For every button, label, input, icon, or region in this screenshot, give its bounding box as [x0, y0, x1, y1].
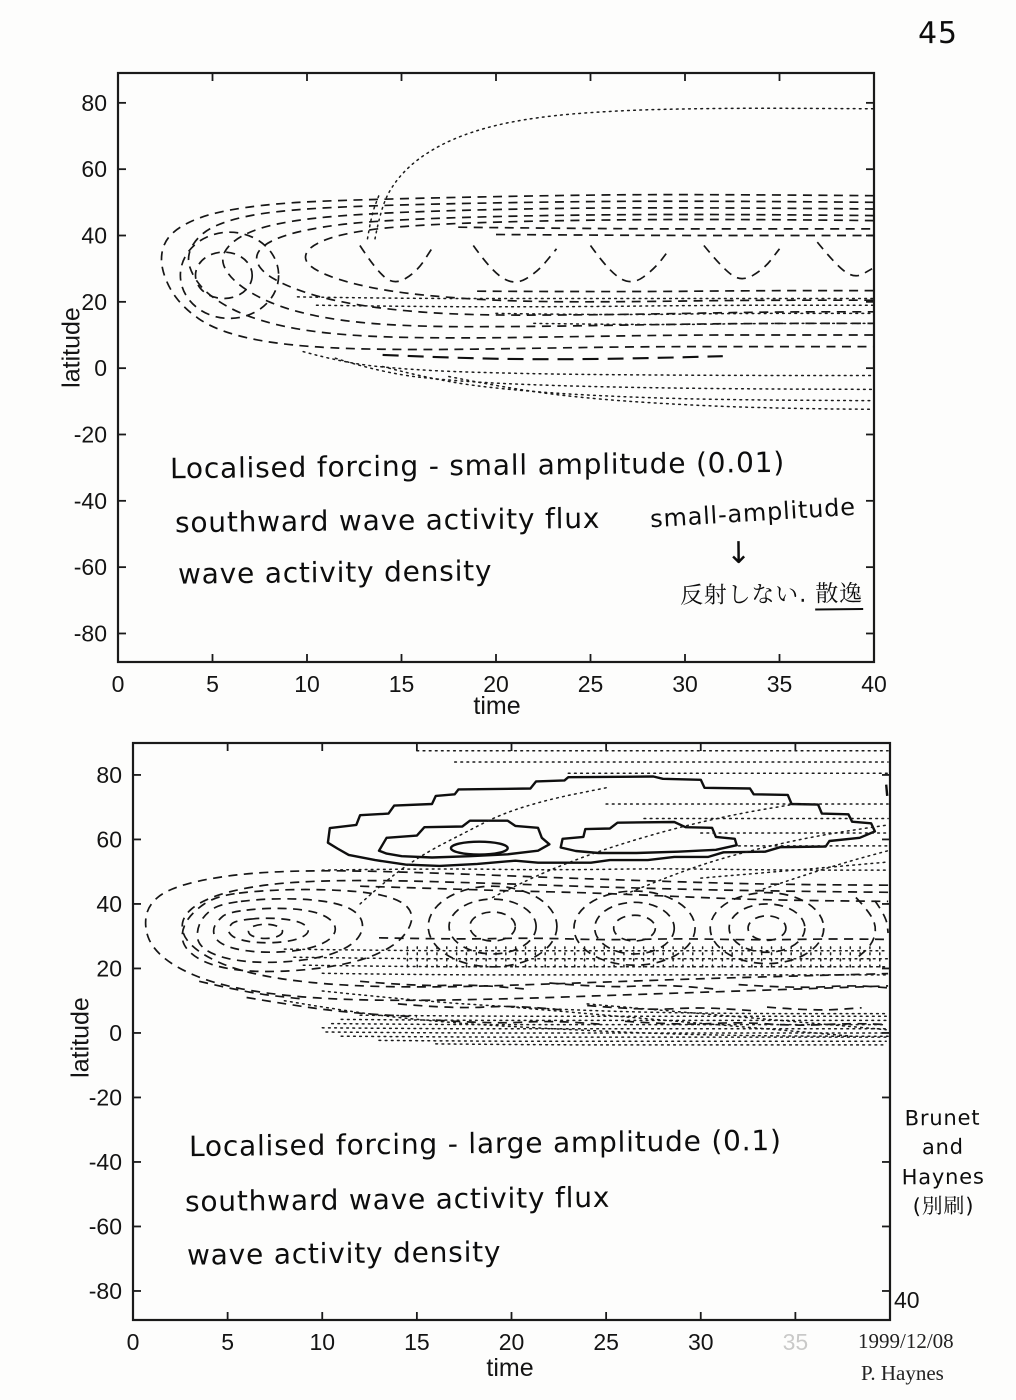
bottom-chart-xlabel: time	[486, 1354, 534, 1382]
svg-text:15: 15	[388, 671, 415, 697]
bottom-annotation-title: Localised forcing - large amplitude (0.1)	[188, 1123, 782, 1164]
svg-text:0: 0	[126, 1329, 140, 1355]
svg-text:10: 10	[309, 1329, 336, 1355]
top-annotation-flux: southward wave activity flux	[174, 501, 601, 540]
bottom-chart-ylabel: latitude	[66, 997, 95, 1078]
svg-text:80: 80	[81, 89, 107, 116]
svg-text:-80: -80	[73, 620, 107, 647]
footer-date: 1999/12/08	[858, 1329, 954, 1353]
top-annotation-side-note: small-amplitude	[649, 492, 857, 534]
top-annotation-density: wave activity density	[177, 554, 493, 591]
bottom-annotation-flux: southward wave activity flux	[184, 1180, 611, 1219]
svg-text:20: 20	[96, 955, 122, 982]
svg-text:60: 60	[96, 826, 122, 853]
svg-text:10: 10	[294, 671, 320, 697]
svg-text:0: 0	[109, 1019, 122, 1046]
svg-text:20: 20	[498, 1329, 525, 1355]
reference-line-3: Haynes	[901, 1164, 985, 1190]
svg-text:-20: -20	[88, 1084, 122, 1111]
svg-text:-80: -80	[88, 1277, 122, 1304]
svg-text:0: 0	[94, 355, 107, 382]
reference-line-1: Brunet	[904, 1105, 981, 1131]
footer-author: P. Haynes	[861, 1361, 944, 1385]
svg-text:-60: -60	[88, 1213, 122, 1240]
svg-text:-40: -40	[73, 487, 107, 514]
svg-text:40: 40	[96, 890, 122, 917]
svg-text:0: 0	[111, 671, 125, 697]
svg-text:25: 25	[577, 671, 604, 697]
svg-text:30: 30	[672, 671, 698, 697]
reference-line-4: (別刷)	[912, 1193, 975, 1219]
svg-text:-20: -20	[73, 421, 107, 448]
svg-text:40: 40	[861, 671, 887, 697]
svg-text:40: 40	[894, 1287, 920, 1313]
svg-text:-60: -60	[73, 554, 107, 581]
svg-text:80: 80	[96, 761, 122, 788]
svg-text:35: 35	[782, 1329, 809, 1355]
japanese-text-underlined: 散逸	[815, 581, 863, 610]
svg-text:60: 60	[81, 156, 107, 183]
page-number: 45	[917, 15, 958, 52]
svg-text:5: 5	[221, 1329, 235, 1355]
reference-line-2: and	[921, 1135, 964, 1160]
bottom-annotation-density: wave activity density	[186, 1235, 502, 1272]
down-arrow-icon: ↓	[725, 535, 753, 572]
svg-text:-40: -40	[88, 1148, 122, 1175]
top-chart-xlabel: time	[473, 692, 521, 720]
svg-text:40: 40	[81, 222, 107, 249]
svg-text:35: 35	[766, 671, 793, 697]
top-chart-ylabel: latitude	[57, 307, 86, 388]
svg-text:20: 20	[81, 288, 107, 315]
top-annotation-japanese	[680, 575, 863, 610]
svg-text:30: 30	[687, 1329, 714, 1355]
svg-text:25: 25	[593, 1329, 619, 1355]
margin-reference-note	[887, 1103, 998, 1222]
japanese-text: 反射しない.	[679, 581, 808, 609]
svg-text:20: 20	[483, 671, 509, 697]
top-annotation-title: Localised forcing - small amplitude (0.01)	[169, 445, 786, 486]
svg-text:5: 5	[206, 671, 219, 697]
svg-text:15: 15	[404, 1329, 430, 1355]
